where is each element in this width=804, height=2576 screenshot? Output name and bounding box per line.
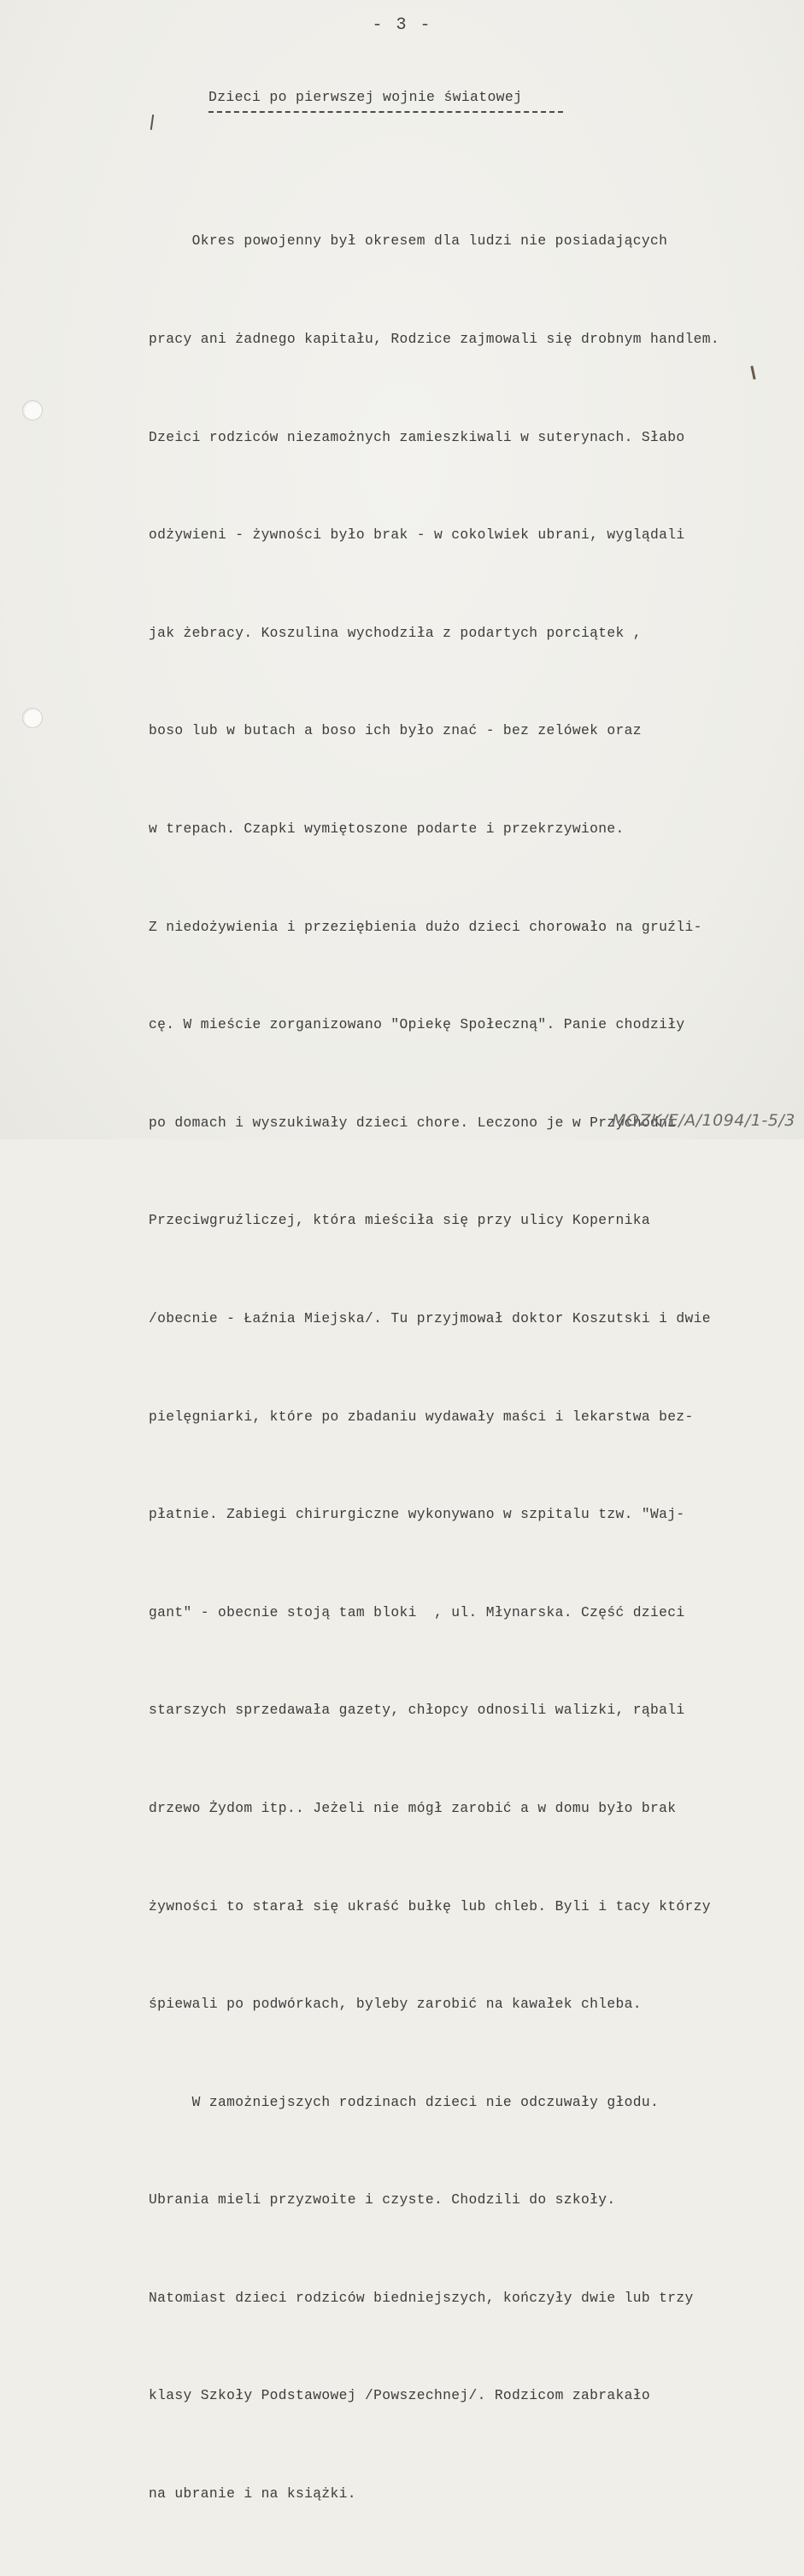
text-line: śpiewali po podwórkach, byleby zarobić na kawałek chleba.	[149, 1996, 642, 2013]
text-line: Dzeici rodziców niezamożnych zamieszkiwali w suterynach. Słabo	[149, 428, 685, 445]
text-line: jak żebracy. Koszulina wychodziła z podartych porciątek ,	[149, 624, 642, 641]
text-line: płatnie. Zabiegi chirurgiczne wykonywano w szpitalu tzw. "Waj-	[149, 1506, 685, 1523]
page-number: - 3 -	[372, 15, 432, 35]
text-line: /obecnie - Łaźnia Miejska/. Tu przyjmował doktor Koszutski i dwie	[149, 1309, 711, 1326]
punch-hole-bottom	[22, 708, 43, 728]
text-line: Przeciwgruźliczej, która mieściła się przy ulicy Kopernika	[149, 1212, 650, 1229]
text-line: klasy Szkoły Podstawowej /Powszechnej/. Rodzicom zabrakało	[149, 2387, 650, 2404]
text-line: Ubrania mieli przyzwoite i czyste. Chodzili do szkoły.	[149, 2191, 616, 2208]
text-line: boso lub w butach a boso ich było znać - bez zelówek oraz	[149, 722, 642, 739]
text-line: na ubranie i na książki.	[149, 2485, 356, 2502]
text-line: Z niedożywienia i przeziębienia dużo dzieci chorowało na gruźli-	[149, 918, 702, 935]
text-line: pielęgniarki, które po zbadaniu wydawały maści i lekarstwa bez-	[149, 1408, 694, 1425]
punch-hole-top	[22, 400, 43, 421]
document-title: Dzieci po pierwszej wojnie światowej	[208, 89, 523, 105]
text-line: cę. W mieście zorganizowano "Opiekę Społeczną". Panie chodziły	[149, 1016, 685, 1033]
title-underline	[208, 111, 563, 113]
text-line: Natomiast dzieci rodziców biedniejszych, kończyły dwie lub trzy	[149, 2289, 694, 2306]
text-line: gant" - obecnie stoją tam bloki , ul. Młynarska. Część dzieci	[149, 1603, 685, 1620]
text-line: pracy ani żadnego kapitału, Rodzice zajmowali się drobnym handlem.	[149, 331, 719, 347]
text-line: Okres powojenny był okresem dla ludzi nie posiadających	[149, 232, 668, 250]
margin-pen-mark	[150, 115, 154, 130]
body-text	[149, 160, 764, 2576]
text-line: odżywieni - żywności było brak - w cokolwiek ubrani, wyglądali	[149, 526, 685, 544]
text-line: żywności to starał się ukraść bułkę lub chleb. Byli i tacy którzy	[149, 1897, 711, 1914]
text-line: starszych sprzedawała gazety, chłopcy odnosili walizki, rąbali	[149, 1702, 685, 1719]
archive-signature: MOZK/E/A/1094/1-5/3	[612, 1111, 795, 1130]
text-line: W zamożniejszych rodzinach dzieci nie odczuwały głodu.	[149, 2093, 660, 2110]
text-line: w trepach. Czapki wymiętoszone podarte i przekrzywione.	[149, 820, 625, 837]
text-line: po domach i wyszukiwały dzieci chore. Leczono je w Przychodni	[149, 1114, 677, 1131]
text-line: drzewo Żydom itp.. Jeżeli nie mógł zarobić a w domu było brak	[149, 1799, 677, 1816]
